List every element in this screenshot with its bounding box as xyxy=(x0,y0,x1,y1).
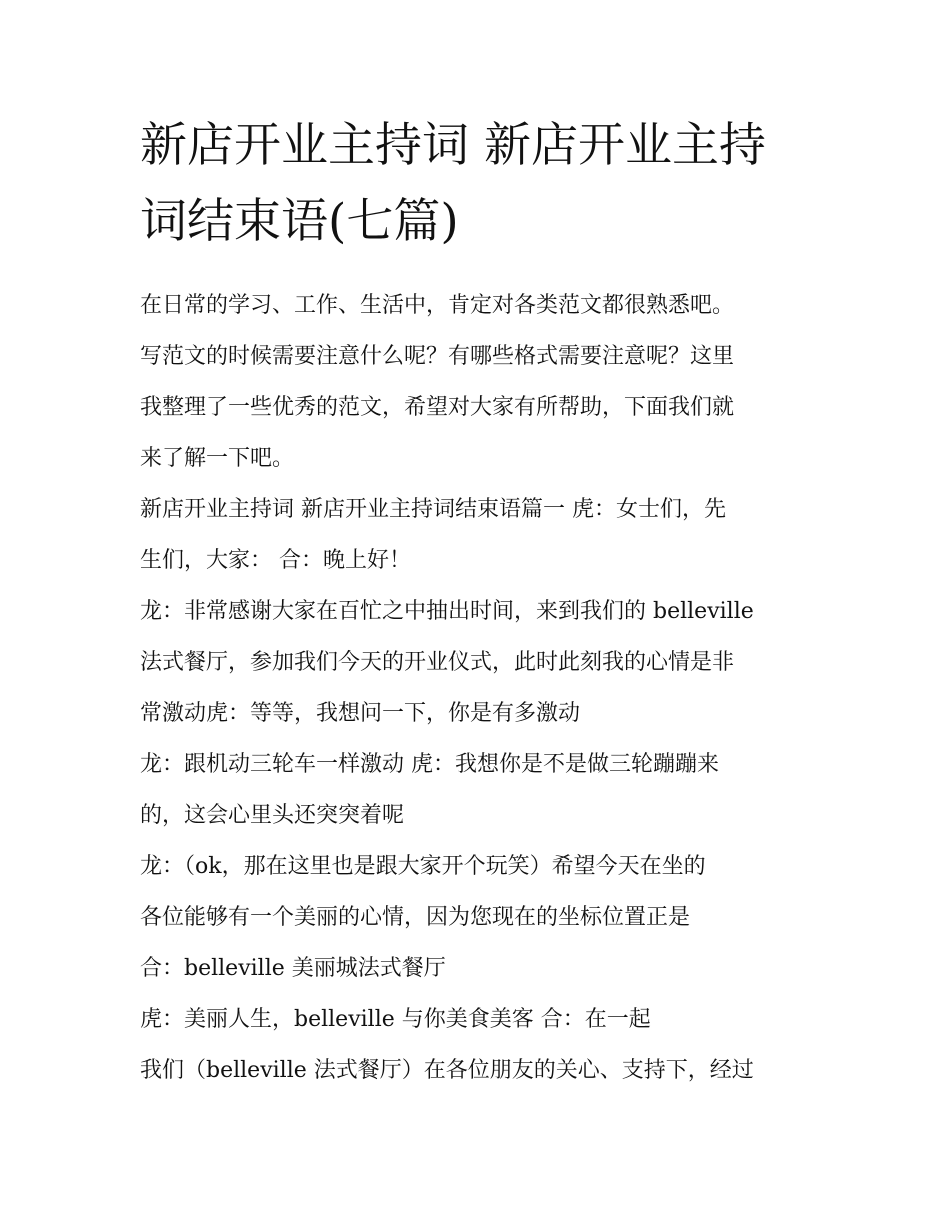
text-line: 虎：美丽人生，belleville 与你美食美客 合：在一起 xyxy=(140,1007,651,1032)
text-line: 在日常的学习、工作、生活中，肯定对各类范文都很熟悉吧。 xyxy=(140,293,735,318)
paragraph-dialogue xyxy=(140,943,812,994)
paragraph-dialogue xyxy=(140,1045,812,1096)
text-line: 写范文的时候需要注意什么呢？有哪些格式需要注意呢？这里 xyxy=(140,344,735,369)
paragraph-intro xyxy=(140,280,812,484)
title-line: 词结束语(七篇) xyxy=(140,194,459,249)
text-line: 我们（belleville 法式餐厅）在各位朋友的关心、支持下，经过 xyxy=(140,1058,754,1083)
paragraph-dialogue xyxy=(140,841,812,943)
title-line: 新店开业主持词 新店开业主持 xyxy=(140,118,766,173)
text-line: 龙：非常感谢大家在百忙之中抽出时间，来到我们的 belleville xyxy=(140,599,754,624)
text-line: 的，这会心里头还突突着呢 xyxy=(140,803,405,828)
text-line: 各位能够有一个美丽的心情，因为您现在的坐标位置正是 xyxy=(140,905,691,930)
document-content xyxy=(140,108,812,1096)
text-line: 龙：（ok，那在这里也是跟大家开个玩笑）希望今天在坐的 xyxy=(140,854,706,879)
text-line: 生们，大家： 合：晚上好！ xyxy=(140,548,411,573)
paragraph-opening xyxy=(140,484,812,586)
text-line: 龙：跟机动三轮车一样激动 虎：我想你是不是做三轮蹦蹦来 xyxy=(140,752,719,777)
text-line: 我整理了一些优秀的范文，希望对大家有所帮助，下面我们就 xyxy=(140,395,735,420)
paragraph-dialogue xyxy=(140,739,812,841)
text-line: 新店开业主持词 新店开业主持词结束语篇一 虎：女士们，先 xyxy=(140,497,726,522)
paragraph-dialogue xyxy=(140,994,812,1045)
text-line: 合：belleville 美丽城法式餐厅 xyxy=(140,956,446,981)
document-title xyxy=(140,108,812,260)
text-line: 法式餐厅，参加我们今天的开业仪式，此时此刻我的心情是非 xyxy=(140,650,735,675)
text-line: 来了解一下吧。 xyxy=(140,446,295,471)
text-line: 常激动虎：等等，我想问一下，你是有多激动 xyxy=(140,701,581,726)
paragraph-dialogue xyxy=(140,586,812,739)
document-body xyxy=(140,280,812,1096)
